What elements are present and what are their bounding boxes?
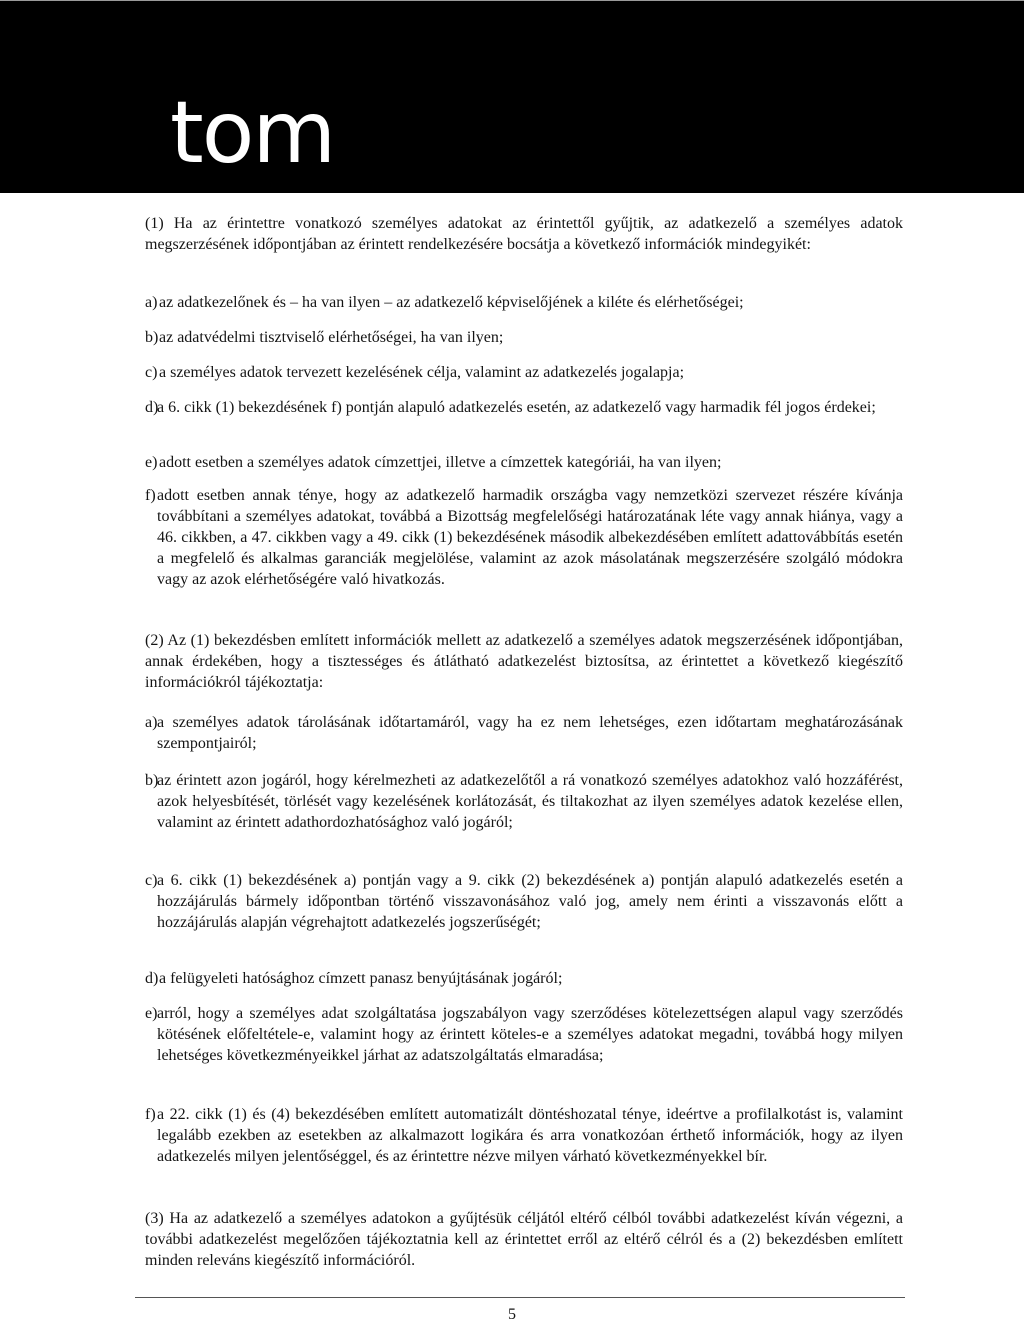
list-item bbox=[145, 292, 903, 313]
item-text: a személyes adatok tárolásának időtartamáról, vagy ha ez nem lehetséges, ezen időtartam meghatározásának szempontjairól; bbox=[157, 714, 903, 752]
item-label: d) bbox=[145, 970, 159, 987]
item-text: a felügyeleti hatósághoz címzett panasz benyújtásának jogáról; bbox=[159, 970, 563, 987]
item-text: az adatvédelmi tisztviselő elérhetőségei, ha van ilyen; bbox=[159, 329, 504, 346]
item-text: az érintett azon jogáról, hogy kérelmezheti az adatkezelőtől a rá vonatkozó személyes adatokhoz való hozzáférést, azok helyesbítését, törlését vagy kezelésének korlátozását, és tiltakozhat az ilyen személyes adatok kezelése ellen, valamint az érintett adathordozhatósághoz való jogáról; bbox=[157, 772, 903, 831]
paragraph-3: (3) Ha az adatkezelő a személyes adatokon a gyűjtésük céljától eltérő célból további adatkezelést kíván végezni, a további adatkezelést megelőzően tájékoztatnia kell az érintettet erről az eltérő célról és a (2) bekezdésben említett minden releváns kiegészítő információról. bbox=[145, 1210, 903, 1269]
list-item bbox=[145, 452, 903, 473]
item-label: e) bbox=[145, 454, 158, 471]
item-label: b) bbox=[145, 772, 159, 789]
item-label: b) bbox=[145, 329, 159, 346]
item-text: az adatkezelőnek és – ha van ilyen – az adatkezelő képviselőjének a kiléte és elérhetőségei; bbox=[159, 294, 744, 311]
paragraph-2-intro: (2) Az (1) bekezdésben említett információk mellett az adatkezelő a személyes adatok megszerzésének időpontjában, annak érdekében, hogy a tisztességes és átlátható adatkezelést biztosítsa, az érintettet a következő kiegészítő információkról tájékoztatja: bbox=[145, 632, 903, 691]
list-item bbox=[145, 712, 903, 754]
item-text: a 22. cikk (1) és (4) bekezdésében említett automatizált döntéshozatal ténye, ideértve a profilalkotást is, valamint legalább ezekben az esetekben az alkalmazott logikára és arra vonatkozóan érthető információk, hogy az ilyen adatkezelés milyen jelentőséggel, és az érintettre nézve milyen várható következményekkel bír. bbox=[157, 1106, 903, 1165]
item-text: arról, hogy a személyes adat szolgáltatása jogszabályon vagy szerződéses kötelezettségen alapul vagy szerződés kötésének előfeltétele-e, valamint hogy az érintett köteles-e a személyes adatokat megadni, továbbá hogy milyen lehetséges következményeikkel járhat az adatszolgáltatás elmaradása; bbox=[157, 1005, 903, 1064]
item-label: f) bbox=[145, 487, 156, 504]
item-text: adott esetben annak ténye, hogy az adatkezelő harmadik országba vagy nemzetközi szervezet részére kívánja továbbítani a személyes adatokat, továbbá a Bizottság megfelelőségi határozatának léte vagy annak hiánya, vagy a 46. cikkben, a 47. cikkben vagy a 49. cikk (1) bekezdésének második albekezdésében említett adattovábbítás esetén a megfelelő és alkalmas garanciák megjelölése, valamint az azok másolatának megszerzésére szolgáló módokra vagy az azok elérhetőségére való hivatkozás. bbox=[157, 487, 903, 588]
logo-wordmark: tom bbox=[170, 83, 335, 183]
page-number: 5 bbox=[508, 1306, 516, 1323]
footer-rule bbox=[135, 1297, 905, 1298]
paragraph-1-intro: (1) Ha az érintettre vonatkozó személyes adatokat az érintettől gyűjtik, az adatkezelő a személyes adatok megszerzésének időpontjában az érintett rendelkezésére bocsátja a következő információk mindegyikét: bbox=[145, 215, 903, 253]
item-text: a 6. cikk (1) bekezdésének f) pontján alapuló adatkezelés esetén, az adatkezelő vagy harmadik fél jogos érdekei; bbox=[157, 399, 876, 416]
list-item bbox=[145, 485, 903, 590]
item-label: a) bbox=[145, 714, 158, 731]
list-item bbox=[145, 397, 903, 418]
item-label: c) bbox=[145, 364, 158, 381]
list-item bbox=[145, 1104, 903, 1167]
item-label: a) bbox=[145, 294, 158, 311]
item-text: a 6. cikk (1) bekezdésének a) pontján vagy a 9. cikk (2) bekezdésének a) pontján alapuló adatkezelés esetén a hozzájárulás bármely időpontban történő visszavonásához való jog, amely nem érinti a visszavonás előtt a hozzájárulás alapján végrehajtott adatkezelés jogszerűségét; bbox=[157, 872, 903, 931]
item-text: adott esetben a személyes adatok címzettjei, illetve a címzettek kategóriái, ha van ilyen; bbox=[159, 454, 722, 471]
list-item bbox=[145, 1003, 903, 1066]
item-label: c) bbox=[145, 872, 158, 889]
item-text: a személyes adatok tervezett kezelésének célja, valamint az adatkezelés jogalapja; bbox=[159, 364, 685, 381]
item-label: d) bbox=[145, 399, 159, 416]
item-label: e) bbox=[145, 1005, 158, 1022]
list-item bbox=[145, 968, 903, 989]
list-item bbox=[145, 870, 903, 933]
list-item bbox=[145, 770, 903, 833]
list-item bbox=[145, 327, 903, 348]
item-label: f) bbox=[145, 1106, 156, 1123]
list-item bbox=[145, 362, 903, 383]
